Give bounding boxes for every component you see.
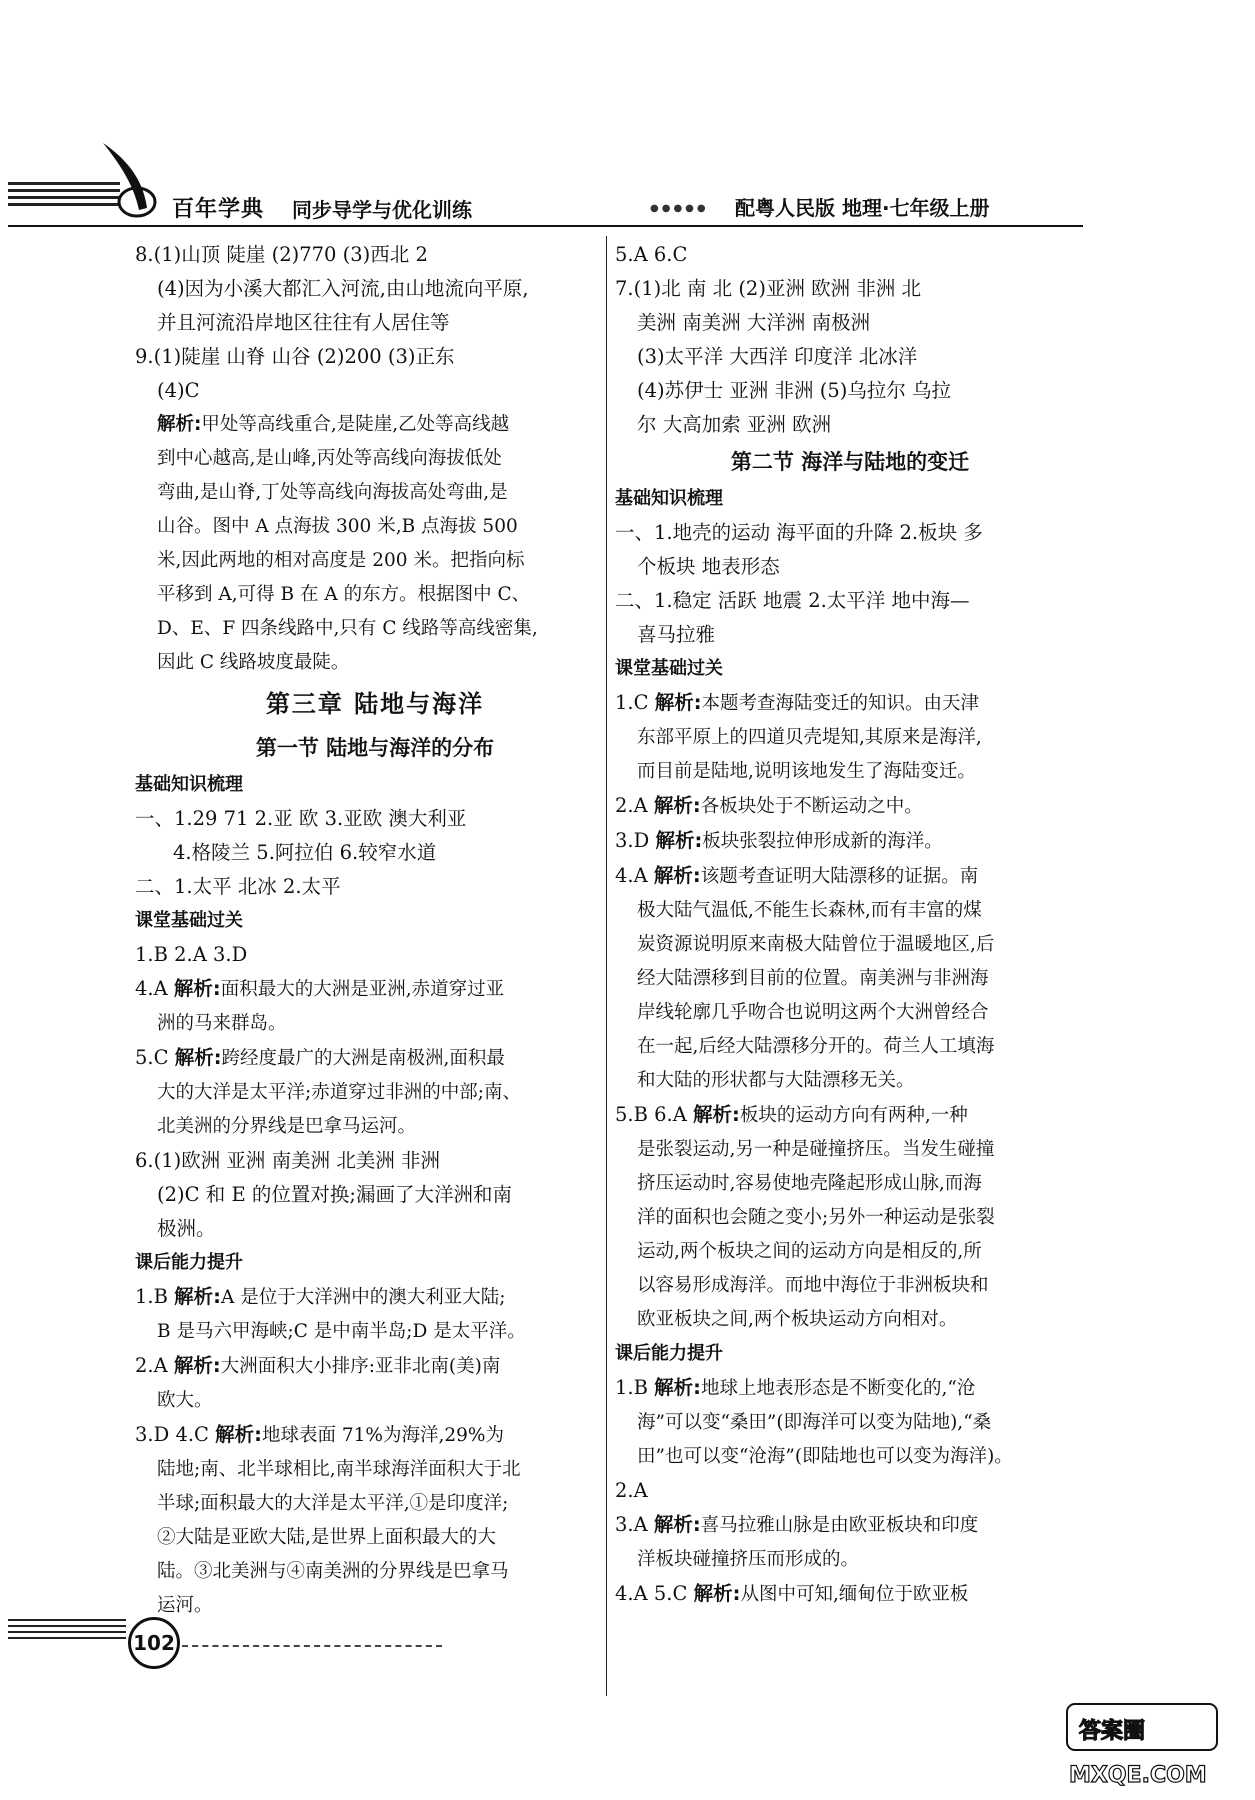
answer-line: 美洲 南美洲 大洋洲 南极洲 <box>637 311 871 334</box>
answer-line: 4.格陵兰 5.阿拉伯 6.较窄水道 <box>173 841 437 864</box>
explanation-line: 陆地;南、北半球相比,南半球海洋面积大于北 <box>157 1459 521 1480</box>
section-title: 第二节 海洋与陆地的变迁 <box>730 450 970 474</box>
analysis-label: 解析: <box>693 1582 741 1605</box>
explanation-line: 半球;面积最大的大洋是太平洋,①是印度洋; <box>157 1493 509 1514</box>
answer-line: 并且河流沿岸地区往往有人居住等 <box>157 311 450 334</box>
answer-line: 一、1.29 71 2.亚 欧 3.亚欧 澳大利亚 <box>135 807 467 830</box>
header-rule <box>8 225 1083 227</box>
explanation-line: 极大陆气温低,不能生长森林,而有丰富的煤 <box>637 900 982 921</box>
answer-line: 2.A 解析:各板块处于不断运动之中。 <box>615 794 923 817</box>
answer-line: 极洲。 <box>157 1217 216 1240</box>
explanation-line: 陆。③北美洲与④南美洲的分界线是巴拿马 <box>157 1561 509 1582</box>
answer-line: (2)C 和 E 的位置对换;漏画了大洋洲和南 <box>157 1183 512 1206</box>
watermark-text: 答案圈 <box>1079 1719 1146 1744</box>
book-title: 百年学典 <box>172 197 265 222</box>
explanation-line: 挤压运动时,容易使地壳隆起形成山脉,而海 <box>637 1173 982 1194</box>
answer-line: 8.(1)山顶 陡崖 (2)770 (3)西北 2 <box>135 243 428 266</box>
answer-line: 3.D 4.C 解析:地球表面 71%为海洋,29%为 <box>135 1423 504 1446</box>
explanation-line: 洲的马来群岛。 <box>157 1013 287 1034</box>
answer-line: 1.B 解析:地球上地表形态是不断变化的,“沧 <box>615 1376 976 1399</box>
answer-line: 6.(1)欧洲 亚洲 南美洲 北美洲 非洲 <box>135 1149 441 1172</box>
answer-line: 4.A 解析:该题考查证明大陆漂移的证据。南 <box>615 864 979 887</box>
explanation-line: 田”也可以变“沧海”(即陆地也可以变为海洋)。 <box>637 1446 1013 1467</box>
explanation-line: 洋的面积也会随之变小;另外一种运动是张裂 <box>637 1207 995 1228</box>
answer-line: 4.A 5.C 解析:从图中可知,缅甸位于欧亚板 <box>615 1582 969 1605</box>
analysis-label: 解析: <box>174 1046 222 1069</box>
analysis-label: 解析: <box>173 977 221 1000</box>
analysis-label: 解析: <box>655 829 703 852</box>
analysis-label: 解析: <box>654 691 702 714</box>
answer-line: 9.(1)陡崖 山脊 山谷 (2)200 (3)正东 <box>135 345 455 368</box>
subsection-heading: 课后能力提升 <box>135 1252 243 1273</box>
book-subtitle: 同步导学与优化训练 <box>292 198 472 222</box>
chapter-title: 第三章 陆地与海洋 <box>265 690 485 718</box>
section-title: 第一节 陆地与海洋的分布 <box>255 736 495 760</box>
answer-line: 喜马拉雅 <box>637 623 716 646</box>
analysis-label: 解析: <box>173 1354 221 1377</box>
answer-line: (4)因为小溪大都汇入河流,由山地流向平原, <box>157 277 529 300</box>
explanation-line: 大的大洋是太平洋;赤道穿过非洲的中部;南、 <box>157 1082 521 1103</box>
right-column <box>615 238 1085 1612</box>
explanation-line: 以容易形成海洋。而地中海位于非洲板块和 <box>637 1275 989 1296</box>
analysis-label: 解析: <box>653 794 701 817</box>
explanation-line: 海”可以变“桑田”(即海洋可以变为陆地),“桑 <box>637 1412 992 1433</box>
header-dots: ●●●●● <box>650 203 709 214</box>
answer-line: 3.A 解析:喜马拉雅山脉是由欧亚板块和印度 <box>615 1513 979 1536</box>
answer-line: 二、1.稳定 活跃 地震 2.太平洋 地中海— <box>615 589 970 612</box>
subsection-heading: 课后能力提升 <box>615 1343 723 1364</box>
subsection-heading: 课堂基础过关 <box>615 658 723 679</box>
explanation-line: 欧亚板块之间,两个板块运动方向相对。 <box>637 1309 958 1330</box>
explanation-line: 到中心越高,是山峰,丙处等高线向海拔低处 <box>157 448 502 469</box>
answer-line: 1.C 解析:本题考查海陆变迁的知识。由天津 <box>615 691 980 714</box>
answer-line: 2.A 解析:大洲面积大小排序:亚非北南(美)南 <box>135 1354 501 1377</box>
explanation-line: 东部平原上的四道贝壳堤知,其原来是海洋, <box>637 727 982 748</box>
analysis-label: 解析: <box>653 864 701 887</box>
explanation-line: 是张裂运动,另一种是碰撞挤压。当发生碰撞 <box>637 1139 995 1160</box>
edition-label: 配粤人民版 地理·七年级上册 <box>735 196 990 220</box>
analysis-label: 解析: <box>215 1423 262 1446</box>
analysis-label: 解析: <box>653 1513 701 1536</box>
explanation-line: 山谷。图中 A 点海拔 300 米,B 点海拔 500 <box>157 516 518 537</box>
page-number: 102 <box>128 1617 180 1669</box>
watermark-url: MXQE.COM <box>1069 1763 1207 1788</box>
answer-line: 二、1.太平 北冰 2.太平 <box>135 875 341 898</box>
answer-line: 1.B 2.A 3.D <box>135 943 248 966</box>
explanation-line: 岸线轮廓几乎吻合也说明这两个大洲曾经合 <box>637 1002 989 1023</box>
explanation-line: B 是马六甲海峡;C 是中南半岛;D 是太平洋。 <box>157 1321 526 1342</box>
explanation-line: 运河。 <box>157 1595 213 1616</box>
answer-line: 5.B 6.A 解析:板块的运动方向有两种,一种 <box>615 1103 968 1126</box>
explanation-line: 平移到 A,可得 B 在 A 的东方。根据图中 C、 <box>157 584 531 605</box>
answer-line: 5.C 解析:跨经度最广的大洲是南极洲,面积最 <box>135 1046 505 1069</box>
left-column <box>135 238 615 1623</box>
answer-line: (3)太平洋 大西洋 印度洋 北冰洋 <box>637 345 918 368</box>
explanation-line: 经大陆漂移到目前的位置。南美洲与非洲海 <box>637 968 989 989</box>
answer-line: 5.A 6.C <box>615 243 688 266</box>
explanation-line: 北美洲的分界线是巴拿马运河。 <box>157 1116 417 1137</box>
answer-line: 3.D 解析:板块张裂拉伸形成新的海洋。 <box>615 829 943 852</box>
explanation-line: ②大陆是亚欧大陆,是世界上面积最大的大 <box>157 1527 496 1548</box>
analysis-label: 解析: <box>157 414 202 435</box>
answer-line: 1.B 解析:A 是位于大洋洲中的澳大利亚大陆; <box>135 1285 506 1308</box>
answer-line: 一、1.地壳的运动 海平面的升降 2.板块 多 <box>615 521 983 544</box>
watermark-logo <box>1065 1700 1245 1792</box>
explanation-line: 欧大。 <box>157 1390 213 1411</box>
explanation-line: 在一起,后经大陆漂移分开的。荷兰人工填海 <box>637 1036 995 1057</box>
answer-line: (4)苏伊士 亚洲 非洲 (5)乌拉尔 乌拉 <box>637 379 952 402</box>
footer-dashed-rule <box>182 1645 442 1647</box>
answer-line: 个板块 地表形态 <box>637 555 780 578</box>
feather-logo-icon <box>95 138 165 227</box>
explanation-line: 炭资源说明原来南极大陆曾位于温暖地区,后 <box>637 934 995 955</box>
analysis-label: 解析: <box>174 1285 221 1308</box>
explanation-line: 和大陆的形状都与大陆漂移无关。 <box>637 1070 915 1091</box>
subsection-heading: 课堂基础过关 <box>135 910 243 931</box>
answer-line: 2.A <box>615 1479 648 1502</box>
explanation-line: 运动,两个板块之间的运动方向是相反的,所 <box>637 1241 982 1262</box>
explanation-line: D、E、F 四条线路中,只有 C 线路等高线密集, <box>157 618 538 639</box>
answer-line: 7.(1)北 南 北 (2)亚洲 欧洲 非洲 北 <box>615 277 922 300</box>
analysis-label: 解析: <box>693 1103 740 1126</box>
answer-line: 4.A 解析:面积最大的大洲是亚洲,赤道穿过亚 <box>135 977 505 1000</box>
subsection-heading: 基础知识梳理 <box>615 488 723 509</box>
analysis-label: 解析: <box>654 1376 701 1399</box>
explanation-line: 米,因此两地的相对高度是 200 米。把指向标 <box>157 550 525 571</box>
explanation-line: 解析:甲处等高线重合,是陡崖,乙处等高线越 <box>157 414 510 435</box>
subsection-heading: 基础知识梳理 <box>135 774 243 795</box>
answer-line: 尔 大高加索 亚洲 欧洲 <box>637 413 832 436</box>
answer-line: (4)C <box>157 379 200 402</box>
footer-stripes <box>8 1615 128 1649</box>
explanation-line: 洋板块碰撞挤压而形成的。 <box>637 1549 860 1570</box>
explanation-line: 弯曲,是山脊,丁处等高线向海拔高处弯曲,是 <box>157 482 508 503</box>
explanation-line: 而目前是陆地,说明该地发生了海陆变迁。 <box>637 761 976 782</box>
explanation-line: 因此 C 线路坡度最陡。 <box>157 652 350 673</box>
